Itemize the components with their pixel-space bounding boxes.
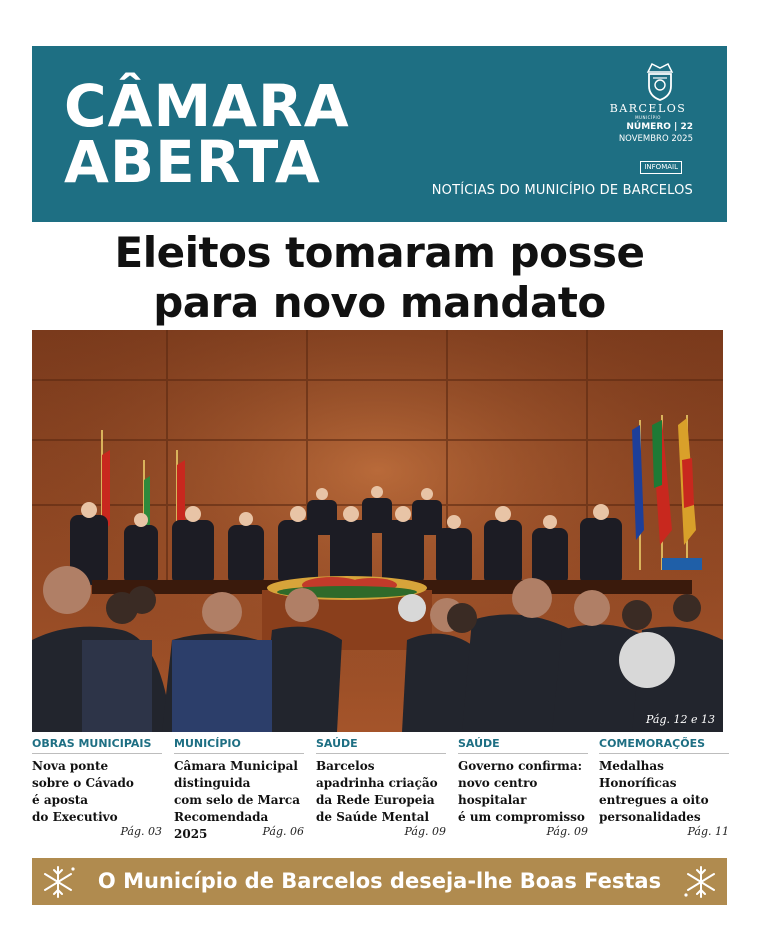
masthead-title (64, 72, 374, 196)
photo-page-reference: Pág. 12 e 13 (646, 713, 715, 726)
column-headline-line: Recomendada 2025 (174, 810, 269, 841)
column-headline-line: é aposta (32, 793, 89, 807)
column-headline (599, 758, 729, 826)
brand-name: BARCELOS (609, 102, 687, 115)
column-headline-line: personalidades (599, 810, 701, 824)
column-page-reference: Pág. 09 (546, 825, 588, 838)
column-headline-line: Câmara Municipal (174, 759, 298, 773)
headline-line1: Eleitos tomaram posse (114, 228, 645, 277)
cover-photo (32, 330, 723, 732)
column-headline-line: Medalhas (599, 759, 664, 773)
column-headline-line: do Executivo (32, 810, 118, 824)
news-column-3[interactable] (316, 737, 446, 845)
column-headline (316, 758, 446, 826)
news-column-4[interactable] (458, 737, 588, 845)
news-column-1[interactable] (32, 737, 162, 845)
masthead-tagline: NOTÍCIAS DO MUNICÍPIO DE BARCELOS (431, 183, 693, 198)
column-headline-line: Nova ponte (32, 759, 109, 773)
news-column-5[interactable] (599, 737, 729, 845)
column-page-reference: Pág. 06 (262, 825, 304, 838)
column-headline-line: novo centro (458, 776, 538, 790)
column-headline (32, 758, 162, 826)
column-category: SAÚDE (316, 737, 446, 754)
column-page-reference: Pág. 03 (120, 825, 162, 838)
issue-number: NÚMERO | 22 (626, 122, 693, 132)
headline-line2: para novo mandato (153, 278, 606, 327)
column-headline-line: sobre o Cávado (32, 776, 134, 790)
column-headline-line: de Saúde Mental (316, 810, 430, 824)
masthead (32, 46, 727, 222)
infomail-badge: INFOMAIL (640, 161, 682, 174)
column-headline-line: Governo confirma: (458, 759, 583, 773)
column-category: OBRAS MUNICIPAIS (32, 737, 162, 754)
issue-month: NOVEMBRO 2025 (618, 134, 693, 144)
brand-sub: MUNICÍPIO (635, 115, 661, 120)
column-headline-line: apadrinha criação (316, 776, 438, 790)
column-page-reference: Pág. 11 (687, 825, 729, 838)
masthead-title-line2: ABERTA (64, 128, 321, 196)
column-headline-line: distinguida (174, 776, 251, 790)
holiday-banner (32, 858, 727, 905)
news-column-2[interactable] (174, 737, 304, 845)
column-headline-line: hospitalar (458, 793, 527, 807)
snowflake-icon (40, 864, 76, 900)
column-headline-line: Barcelos (316, 759, 375, 773)
barcelos-crest-icon (640, 58, 680, 102)
column-headline-line: da Rede Europeia (316, 793, 435, 807)
column-headline-line: é um compromisso (458, 810, 585, 824)
snowflake-icon (683, 864, 719, 900)
banner-text: O Município de Barcelos deseja-lhe Boas Festas (97, 869, 662, 893)
column-headline-line: entregues a oito (599, 793, 709, 807)
column-headline-line: Honoríficas (599, 776, 677, 790)
column-category: SAÚDE (458, 737, 588, 754)
column-headline (458, 758, 588, 826)
ceremony-photo-illustration (32, 330, 723, 732)
masthead-title-line1: CÂMARA (64, 72, 350, 140)
column-headline-line: com selo de Marca (174, 793, 300, 807)
column-category: MUNICÍPIO (174, 737, 304, 754)
column-category: COMEMORAÇÕES (599, 737, 729, 754)
column-page-reference: Pág. 09 (404, 825, 446, 838)
main-headline (32, 228, 727, 328)
